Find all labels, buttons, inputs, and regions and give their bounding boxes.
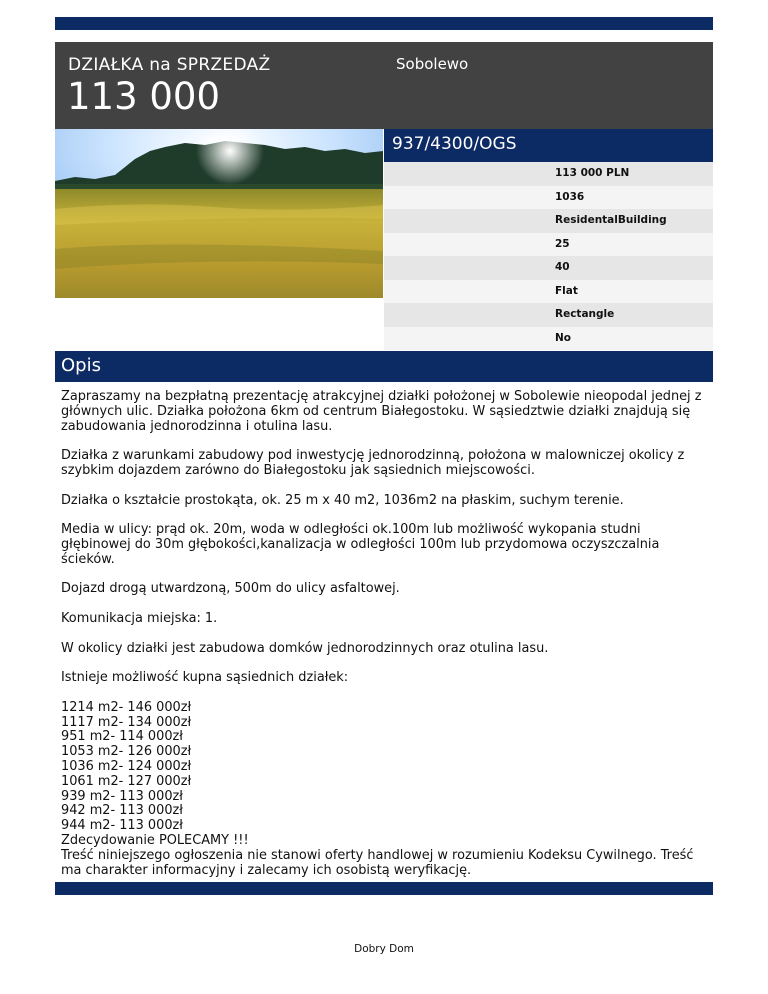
disclaimer: Treść niniejszego ogłoszenia nie stanowi oferty handlowej w rozumieniu Kodeksu Cywilnego. Treść ma charakter informacyjny i zalecamy ich osobistą weryfikację.: [61, 847, 694, 878]
spec-row-area: [384, 186, 713, 210]
description-paragraph: Komunikacja miejska: 1.: [61, 610, 218, 626]
spec-row-other: [384, 327, 713, 351]
description-paragraph: Media w ulicy: prąd ok. 20m, woda w odległości ok.100m lub możliwość wykopania studni głębinowej do 30m głębokości,kanalizacja w odległości 100m lub przydomowa oczyszczalnia ścieków.: [61, 522, 660, 567]
recommendation: Zdecydowanie POLECAMY !!!: [61, 832, 249, 848]
description-header: [55, 351, 713, 382]
description-paragraph: Działka o kształcie prostokąta, ok. 25 m x 40 m2, 1036m2 na płaskim, suchym terenie.: [61, 492, 624, 508]
spec-row-terrain: [384, 280, 713, 304]
list-item: 951 m2- 114 000zł: [61, 729, 183, 745]
reference-bar: [384, 129, 713, 162]
agency-name: Dobry Dom: [354, 943, 414, 955]
description-paragraph: W okolicy działki jest zabudowa domków jednorodzinnych oraz otulina lasu.: [61, 640, 549, 656]
spec-value: Flat: [555, 284, 578, 297]
reference-number: 937/4300/OGS: [392, 134, 517, 154]
spec-row-width: [384, 233, 713, 257]
list-item: 1053 m2- 126 000zł: [61, 744, 192, 760]
spec-value: Rectangle: [555, 308, 615, 320]
listing-type: DZIAŁKA na SPRZEDAŻ: [68, 55, 271, 75]
spec-row-shape: [384, 303, 713, 327]
spec-value: No: [555, 331, 572, 344]
list-item: 1214 m2- 146 000zł: [61, 699, 192, 715]
spec-row-price: [384, 162, 713, 186]
spec-value: 1036: [555, 190, 585, 203]
description-paragraph: Działka z warunkami zabudowy pod inwestycję jednorodzinną, położona w malowniczej okolicy z szybkim dojazdem zarówno do Białegostoku jak sąsiednich miejscowości.: [61, 448, 685, 478]
description-paragraph: Dojazd drogą utwardzoną, 500m do ulicy asfaltowej.: [61, 581, 400, 597]
top-accent-bar: [55, 17, 713, 30]
description-paragraph: Istnieje możliwość kupna sąsiednich działek:: [61, 670, 349, 686]
plot-list: [61, 701, 709, 879]
section-title: Opis: [61, 355, 101, 376]
bottom-accent-bar: [55, 882, 713, 895]
list-item: 944 m2- 113 000zł: [61, 818, 183, 834]
spec-row-length: [384, 256, 713, 280]
description-body: [61, 390, 709, 878]
listing-city: Sobolewo: [396, 55, 469, 73]
description-paragraph: Zapraszamy na bezpłatną prezentację atrakcyjnej działki położonej w Sobolewie nieopodal jednej z głównych ulic. Działka położona 6km od centrum Białegostoku. W sąsiedztwie działki znajdują się zabudowania jednorodzinna i otulina lasu.: [61, 389, 702, 434]
spec-value: ResidentalBuilding: [555, 214, 667, 226]
list-item: 939 m2- 113 000zł: [61, 788, 183, 804]
list-item: 1061 m2- 127 000zł: [61, 773, 192, 789]
listing-header: [55, 42, 713, 129]
listing-price: 113 000: [67, 75, 221, 118]
spec-value: 25: [555, 237, 570, 250]
specs-table: [384, 162, 713, 350]
land-photo: [55, 129, 383, 298]
list-item: 1036 m2- 124 000zł: [61, 758, 192, 774]
spec-value: 113 000 PLN: [555, 167, 630, 179]
list-item: 1117 m2- 134 000zł: [61, 714, 192, 730]
spec-row-purpose: [384, 209, 713, 233]
list-item: 942 m2- 113 000zł: [61, 803, 183, 819]
spec-value: 40: [555, 261, 570, 273]
